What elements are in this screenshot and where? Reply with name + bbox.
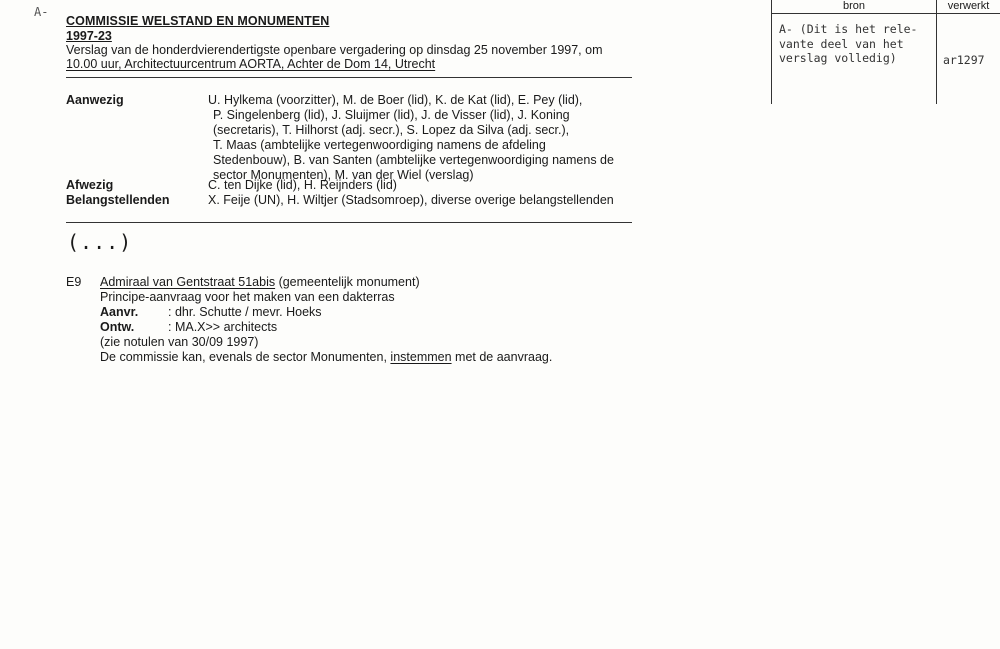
omission-marker: (...): [67, 230, 133, 254]
absent-list: C. ten Dijke (lid), H. Reijnders (lid): [208, 178, 397, 192]
item-description: Principe-aanvraag voor het maken van een dakterras: [100, 290, 395, 304]
side-table-left-border: [771, 0, 772, 104]
present-line: sector Monumenten), M. van der Wiel (verslag): [213, 168, 474, 182]
present-line: (secretaris), T. Hilhorst (adj. secr.), S. Lopez da Silva (adj. secr.),: [213, 123, 570, 137]
present-line: T. Maas (ambtelijke vertegenwoordiging namens de afdeling: [213, 138, 546, 152]
stakeholders-list: X. Feije (UN), H. Wiltjer (Stadsomroep), diverse overige belangstellenden: [208, 193, 614, 207]
decision-post: met de aanvraag.: [451, 350, 553, 364]
present-line: U. Hylkema (voorzitter), M. de Boer (lid), K. de Kat (lid), E. Pey (lid),: [208, 93, 583, 107]
stakeholders-label: Belangstellenden: [66, 193, 170, 207]
side-table-source-note: A- (Dit is het rele- vante deel van het verslag volledig): [779, 22, 918, 65]
applicant-value: : dhr. Schutte / mevr. Hoeks: [168, 305, 322, 319]
side-table-column-divider: [936, 0, 937, 104]
header-divider: [66, 77, 632, 78]
designer-row: [100, 320, 660, 335]
present-line: Stedenbouw), B. van Santen (ambtelijke vertegenwoordiging namens de: [213, 153, 614, 167]
subtitle-line-1: Verslag van de honderdvierendertigste openbare vergadering op dinsdag 25 november 1997, om: [66, 43, 603, 57]
document-subtitle: [66, 43, 636, 71]
item-code: E9: [66, 275, 82, 289]
item-decision: [100, 350, 660, 365]
present-label: Aanwezig: [66, 93, 124, 107]
document-number: 1997-23: [66, 29, 112, 43]
agenda-item: [100, 275, 660, 365]
present-list: [208, 93, 638, 183]
subtitle-line-2: 10.00 uur, Architectuurcentrum AORTA, Achter de Dom 14, Utrecht: [66, 57, 436, 71]
applicant-row: [100, 305, 660, 320]
side-table-header-processed: verwerkt: [947, 0, 990, 12]
designer-value: : MA.X>> architects: [168, 320, 278, 334]
document-header: [66, 14, 636, 71]
applicant-label: Aanvr.: [100, 305, 139, 319]
document-title: COMMISSIE WELSTAND EN MONUMENTEN: [66, 14, 330, 28]
item-address-note: (gemeentelijk monument): [275, 275, 420, 289]
decision-keyword: instemmen: [390, 350, 452, 364]
designer-label: Ontw.: [100, 320, 135, 334]
absent-label: Afwezig: [66, 178, 114, 192]
side-table-header-source: bron: [842, 0, 866, 12]
attendance-divider: [66, 222, 632, 223]
item-address: Admiraal van Gentstraat 51abis: [100, 275, 276, 289]
side-table-header-rule: [771, 13, 1000, 14]
item-heading: [100, 275, 660, 290]
corner-mark: A-: [34, 5, 49, 19]
present-line: P. Singelenberg (lid), J. Sluijmer (lid), J. de Visser (lid), J. Koning: [213, 108, 570, 122]
side-table-processed-code: ar1297: [943, 53, 985, 67]
decision-pre: De commissie kan, evenals de sector Monumenten,: [100, 350, 391, 364]
item-reference: (zie notulen van 30/09 1997): [100, 335, 259, 349]
